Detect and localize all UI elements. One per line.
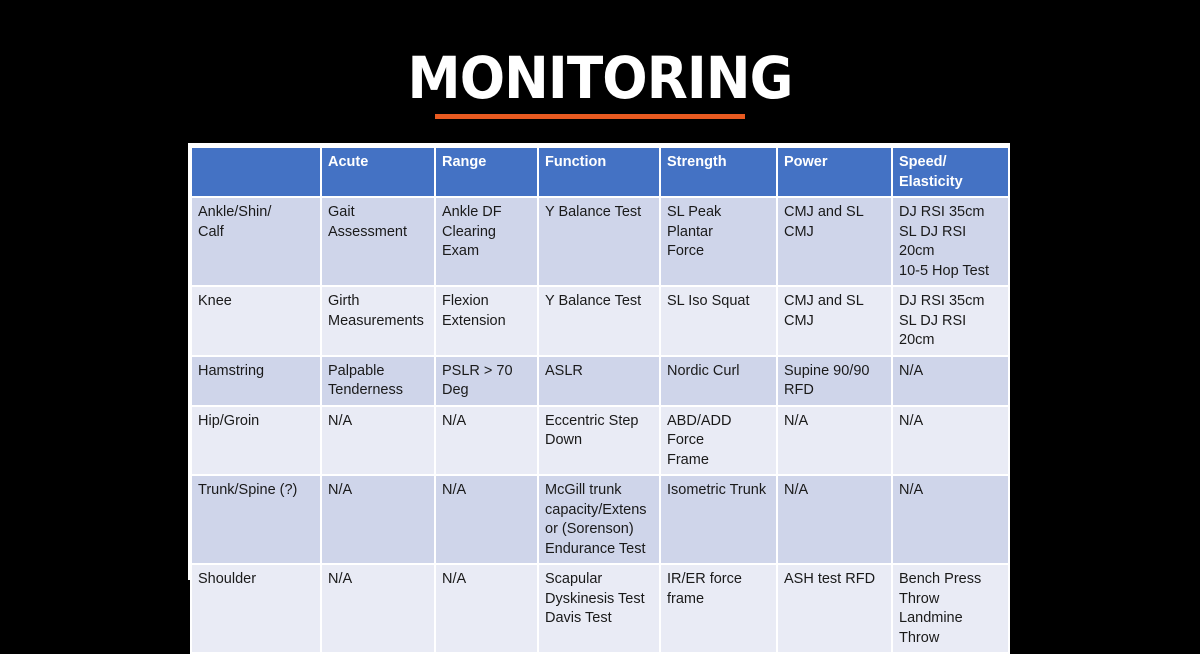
header-cell-body-region bbox=[191, 147, 321, 197]
table-cell: ASH test RFD bbox=[777, 564, 892, 653]
table-cell: N/A bbox=[892, 406, 1009, 476]
table-cell: Shoulder bbox=[191, 564, 321, 653]
table-row bbox=[191, 197, 1009, 286]
table-row bbox=[191, 564, 1009, 653]
table-cell: N/A bbox=[892, 356, 1009, 406]
table-cell: Y Balance Test bbox=[538, 286, 660, 356]
table-cell: ASLR bbox=[538, 356, 660, 406]
table-cell: N/A bbox=[777, 475, 892, 564]
table-cell: Knee bbox=[191, 286, 321, 356]
table-cell: Ankle DF Clearing Exam bbox=[435, 197, 538, 286]
table-cell: CMJ and SL CMJ bbox=[777, 197, 892, 286]
table-cell: Nordic Curl bbox=[660, 356, 777, 406]
table-cell: N/A bbox=[321, 564, 435, 653]
header-cell-strength: Strength bbox=[660, 147, 777, 197]
table-cell: Gait Assessment bbox=[321, 197, 435, 286]
table-cell: DJ RSI 35cm SL DJ RSI 20cm bbox=[892, 286, 1009, 356]
table-cell: Flexion Extension bbox=[435, 286, 538, 356]
header-cell-function: Function bbox=[538, 147, 660, 197]
table-cell: Supine 90/90 RFD bbox=[777, 356, 892, 406]
table-header-row bbox=[191, 147, 1009, 197]
table-cell: PSLR > 70 Deg bbox=[435, 356, 538, 406]
table-cell: IR/ER force frame bbox=[660, 564, 777, 653]
table-cell: Girth Measurements bbox=[321, 286, 435, 356]
table-cell: N/A bbox=[435, 475, 538, 564]
table-cell: Ankle/Shin/ Calf bbox=[191, 197, 321, 286]
table-cell: Isometric Trunk bbox=[660, 475, 777, 564]
table-cell: Palpable Tenderness bbox=[321, 356, 435, 406]
table-cell: Scapular Dyskinesis Test Davis Test bbox=[538, 564, 660, 653]
table-cell: N/A bbox=[435, 406, 538, 476]
table-cell: N/A bbox=[777, 406, 892, 476]
table-cell: Eccentric Step Down bbox=[538, 406, 660, 476]
table-cell: McGill trunk capacity/Extens or (Sorenson) Endurance Test bbox=[538, 475, 660, 564]
table-cell: ABD/ADD Force Frame bbox=[660, 406, 777, 476]
table-row bbox=[191, 356, 1009, 406]
table-cell: N/A bbox=[435, 564, 538, 653]
table-cell: DJ RSI 35cm SL DJ RSI 20cm 10-5 Hop Test bbox=[892, 197, 1009, 286]
monitoring-table bbox=[190, 146, 1010, 654]
monitoring-table-container bbox=[188, 143, 1010, 646]
header-cell-acute: Acute bbox=[321, 147, 435, 197]
table-cell: Hip/Groin bbox=[191, 406, 321, 476]
table-cell: CMJ and SL CMJ bbox=[777, 286, 892, 356]
table-cell: Bench Press Throw Landmine Throw bbox=[892, 564, 1009, 653]
table-row bbox=[191, 406, 1009, 476]
header-cell-speed-elasticity: Speed/ Elasticity bbox=[892, 147, 1009, 197]
header-cell-power: Power bbox=[777, 147, 892, 197]
table-row bbox=[191, 286, 1009, 356]
table-cell: N/A bbox=[321, 406, 435, 476]
table-cell: SL Iso Squat bbox=[660, 286, 777, 356]
table-cell: SL Peak Plantar Force bbox=[660, 197, 777, 286]
table-cell: N/A bbox=[892, 475, 1009, 564]
table-cell: Y Balance Test bbox=[538, 197, 660, 286]
header-cell-range: Range bbox=[435, 147, 538, 197]
table-row bbox=[191, 475, 1009, 564]
table-cell: Hamstring bbox=[191, 356, 321, 406]
title-underline bbox=[435, 114, 745, 119]
page-title: MONITORING bbox=[407, 44, 793, 112]
table-cell: Trunk/Spine (?) bbox=[191, 475, 321, 564]
table-cell: N/A bbox=[321, 475, 435, 564]
